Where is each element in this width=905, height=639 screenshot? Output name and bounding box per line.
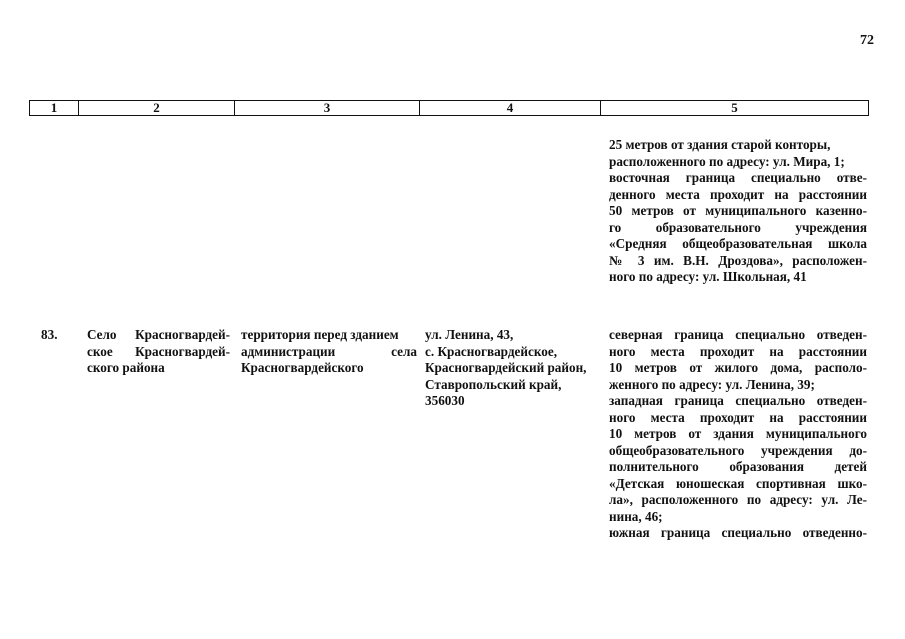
text-line: полнительного образования детей — [609, 459, 867, 474]
column-header-1: 1 — [30, 101, 79, 116]
column-header-3: 3 — [235, 101, 420, 116]
text-line: северная граница специально отведен- — [609, 327, 867, 342]
boundaries-cell — [609, 327, 867, 542]
text-line: «Средняя общеобразовательная школа — [609, 236, 867, 251]
column-header-4: 4 — [420, 101, 601, 116]
text-line: администрации села — [241, 343, 417, 359]
text-line: 50 метров от муниципального казенно- — [609, 203, 867, 218]
text-line: ул. Ленина, 43, — [425, 327, 514, 342]
text-line: ного по адресу: ул. Школьная, 41 — [609, 269, 807, 284]
text-line: го образовательного учреждения — [609, 219, 867, 235]
column-header-row — [29, 100, 869, 116]
text-line: с. Красногвардейское, — [425, 343, 557, 359]
text-line: 356030 — [425, 393, 465, 408]
text-line: территория перед зданием — [241, 327, 399, 342]
column-header-5: 5 — [601, 101, 869, 116]
text-line: 10 метров от здания муниципального — [609, 426, 867, 441]
text-line: Красногвардейский район, — [425, 360, 587, 375]
text-line: южная граница специально отведенно- — [609, 525, 867, 540]
text-line: 10 метров от жилого дома, располо- — [609, 360, 867, 375]
text-line: ного места проходит на расстоянии — [609, 409, 867, 425]
continued-boundary-text — [609, 137, 867, 286]
text-line: нина, 46; — [609, 508, 663, 524]
text-line: ла», расположенного по адресу: ул. Ле- — [609, 492, 867, 507]
text-line: общеобразовательного учреждения до- — [609, 442, 867, 458]
address-cell — [425, 327, 601, 410]
text-line: 25 метров от здания старой конторы, — [609, 137, 831, 152]
text-line: «Детская юношеская спортивная шко- — [609, 475, 867, 491]
row-number — [41, 327, 81, 344]
text-line: женного по адресу: ул. Ленина, 39; — [609, 376, 815, 392]
text-line: ного места проходит на расстоянии — [609, 343, 867, 359]
text-line: Ставропольский край, — [425, 376, 562, 392]
text-line: ское Красногвардей- — [87, 343, 230, 359]
text-line: № 3 им. В.Н. Дроздова», расположен- — [609, 252, 867, 268]
text-line: расположенного по адресу: ул. Мира, 1; — [609, 153, 845, 169]
row-number-text: 83. — [41, 327, 58, 342]
text-line: Село Красногвардей- — [87, 327, 230, 342]
text-line: денного места проходит на расстоянии — [609, 186, 867, 202]
text-line: ского района — [87, 360, 165, 375]
text-line: Красногвардейского — [241, 360, 364, 375]
page-number: 72 — [860, 33, 874, 48]
territory-cell — [241, 327, 417, 377]
text-line: восточная граница специально отве- — [609, 170, 867, 185]
text-line: западная граница специально отведен- — [609, 393, 867, 408]
settlement-cell — [87, 327, 230, 377]
column-header-2: 2 — [79, 101, 235, 116]
